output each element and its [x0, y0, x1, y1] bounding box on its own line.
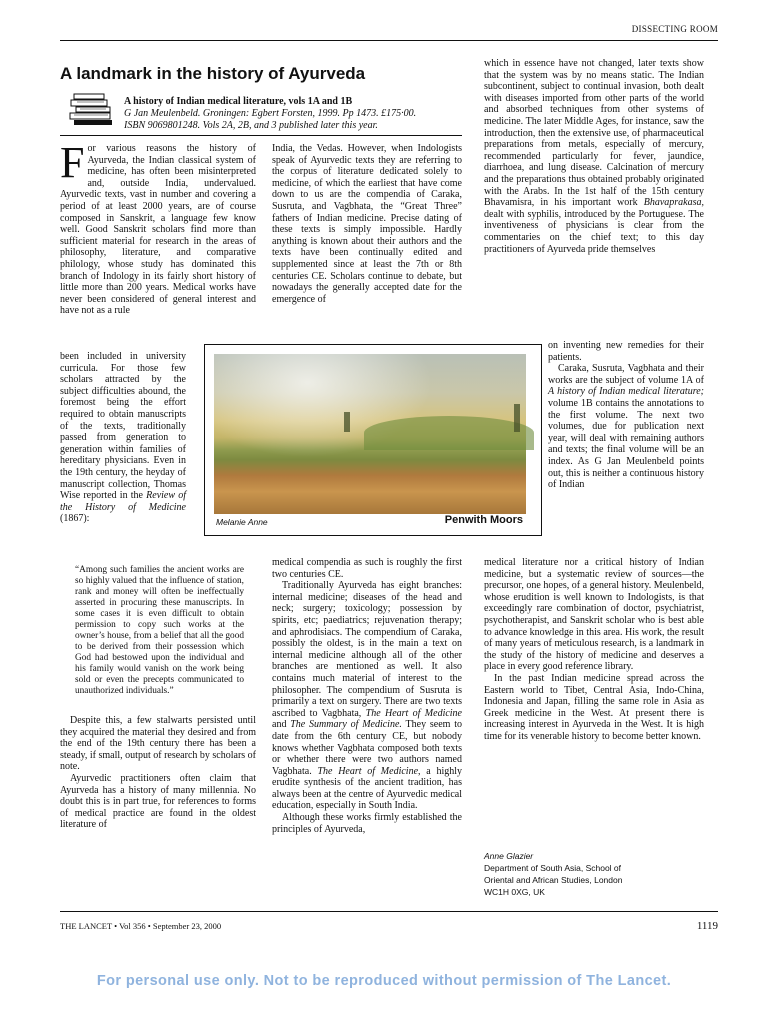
article-title: A landmark in the history of Ayurveda: [60, 64, 366, 83]
paragraph: on inventing new remedies for their patients.: [548, 340, 704, 363]
column-1-bottom: [60, 351, 186, 525]
paragraph: India, the Vedas. However, when Indologists speak of Ayurvedic texts they are referring to the corpus of literature dedicated solely to medicine, of which the earliest that have come down to us are the compendia of Caraka, Susruta, and Vagbhata, the “Great Three” fathers of Indian medicine. Precise dating of these texts is simply impossible. Hardly anything is known about their authors and the texts have been continually edited and supplemented since at least the 7th or 8th centuries CE. Scholars continue to debate, but nowadays the generally accepted date for the emergence of: [272, 143, 462, 305]
top-rule: [60, 40, 718, 41]
column-2-top: [272, 143, 462, 305]
paragraph: Caraka, Susruta, Vagbhata and their works are the subject of volume 1A of A history of Indian medical literature; volume 1B contains the annotations to the first volume. The next two volumes, due for publication next year, will deal with remaining authors and texts; the final volume will be an index. As G Jan Meulenbeld points out, this is neither a continuous history of Indian: [548, 363, 704, 491]
author-affiliation: Department of South Asia, School of: [484, 863, 622, 873]
author-affiliation: Oriental and African Studies, London: [484, 875, 623, 885]
paragraph: Traditionally Ayurveda has eight branches: internal medicine; diseases of the head and neck; surgery; toxicology; possession by spirits, etc; paediatrics; rejuvenation therapy; and aphrodisiacs. The compendium of Caraka, possibly the oldest, is in the main a text on internal medicine although all of the other branches are mentioned as well. It also contains much material of interest to the philosopher. The compendium of Susruta is primarily a text on surgery. There are two texts ascribed to Vagbhata, The Heart of Medicine and The Summary of Medicine. They seem to date from the 6th century CE, but nobody knows whether Vagbhata composed both texts or whether there were two authors named Vagbhata. The Heart of Medicine, a highly erudite synthesis of the ancient tradition, has always been at the centre of Ayurvedic medical education, especially in South India.: [272, 580, 463, 812]
wise-quote: “Among such families the ancient works are so highly valued that the influence of station, rank and money will often be ineffectually asserted in procuring these manuscripts. In some cases it is even difficult to obtain permission to copy such works at the owner’s house, from a belief that all the good to be derived from their possession which God had bestowed upon the individual and his family would vanish on the work being sold or even the precepts communicated to unauthorized individuals.”: [75, 565, 244, 696]
figure-artist: Melanie Anne: [216, 517, 268, 527]
book-isbn: ISBN 9069801248. Vols 2A, 2B, and 3 published later this year.: [124, 120, 378, 131]
author-name: Anne Glazier: [484, 851, 534, 861]
intro-text: or various reasons the history of Ayurveda, the Indian classical system of medicine, has often been misinterpreted and, outside India, undervalued. Ayurvedic texts, vast in number and covering a period of at least 2000 years, are of course composed in Sanskrit, a language few know well. Good Sanskrit scholars find more than sufficient material for research in the areas of philosophy, literature, and comparative philology, whose study has dominated this branch of Indology in its fairly short history of little more than 200 years. Medical works have never been considered of general interest and have not as a rule: [60, 143, 256, 317]
tree-shape: [344, 412, 350, 432]
bottom-rule: [60, 911, 718, 912]
author-affiliation: WC1H 0XG, UK: [484, 887, 545, 897]
paragraph: Ayurvedic practitioners often claim that Ayurveda has a history of many millennia. No doubt this is in part true, for references to forms of medical practice are found in the oldest literature of: [60, 772, 256, 831]
book-stack-icon: [68, 90, 118, 128]
paragraph: medical compendia as such is roughly the first two centuries CE.: [272, 557, 462, 580]
book-details: G Jan Meulenbeld. Groningen: Egbert Forsten, 1999. Pp 1473. £175·00.: [124, 108, 417, 119]
intro-year: (1867):: [60, 513, 90, 525]
journal-ref: Review of the History of Medicine: [60, 490, 186, 513]
journal-footer: THE LANCET • Vol 356 • September 23, 2000: [60, 921, 222, 931]
landscape-painting: [214, 354, 526, 514]
usage-notice: For personal use only. Not to be reproduced without permission of The Lancet.: [96, 973, 672, 989]
column-2-bottom: [272, 557, 462, 835]
paragraph: medical literature nor a critical history of Indian medicine, but a systematic review of sources—the precursor, one hopes, of a general history. Meulenbeld, whose erudition is well known to Indologists, is that exceedingly rare combination of doctor, psychiatrist, psychotherapist, and Sanskrit scholar who is best able to advance knowledge in this area. His work, the result of many years of meticulous research, is a landmark in the study of the history of medicine and deserves a place in every good reference library.: [484, 557, 704, 673]
tree-shape: [514, 404, 520, 432]
figure-credit: Penwith Moors: [444, 514, 523, 526]
title-rule: [60, 135, 462, 136]
page-number: 1119: [696, 920, 718, 932]
intro-text-cont: been included in university curricula. For those few scholars attracted by the subject difficulties abound, the foremost being the effort required to obtain manuscripts of the texts, traditionally passed from generation to generation within families of hereditary physicians. Even in the 19th century, the heyday of manuscript collection, Thomas Wise reported in the: [60, 351, 186, 502]
column-1-lower: [60, 565, 256, 831]
figure: [204, 344, 542, 536]
book-info: [124, 96, 462, 132]
book-title: A history of Indian medical literature, vols 1A and 1B: [124, 96, 353, 107]
column-1-top: [60, 138, 256, 317]
column-3-bottom: [484, 557, 704, 743]
paragraph: Although these works firmly established the principles of Ayurveda,: [272, 812, 462, 835]
section-label: DISSECTING ROOM: [631, 24, 718, 34]
hill-shape: [364, 416, 534, 450]
author-block: [484, 850, 714, 898]
paragraph: In the past Indian medicine spread across the Eastern world to Tibet, Central Asia, Indo-China, Indonesia and Japan, filling the same role in Asia as Greek medicine in the West. At present there is increasing interest in Ayurveda in the West. It is high time for its venerable history to become better known.: [484, 672, 704, 742]
book-ref: Bhavaprakasa,: [643, 197, 705, 209]
column-3-top: which in essence have not changed, later texts show that the system was by no means static. The Indian subcontinent, subject to continual invasion, both dealt with diseases imported from other parts of the world and absorbed techniques from other systems of medicine. The later Middle Ages, for instance, saw the introduction, then the extensive use, of pharmaceutical preparations from metals, especially of mercury, recommended particularly for fever, jaundice, diarrhoea, and lung disease. Calcination of mercury and the preparations thus obtained probably originated with the Arabs. In the 1st half of the 15th century Bhavamisra, in his important work Bhavaprakasa, dealt with syphilis, introduced by the Portuguese. The inventiveness of physicians is clear from the commentaries on the chief text; to this day practitioners of Ayurveda pride themselves: [484, 58, 705, 255]
paragraph: Despite this, a few stalwarts persisted until they acquired the material they desired and from the end of the 19th century there has been a steady, if small, output of research by scholars of note.: [60, 715, 256, 773]
drop-cap: F: [60, 138, 85, 187]
column-3-side: [548, 340, 704, 491]
